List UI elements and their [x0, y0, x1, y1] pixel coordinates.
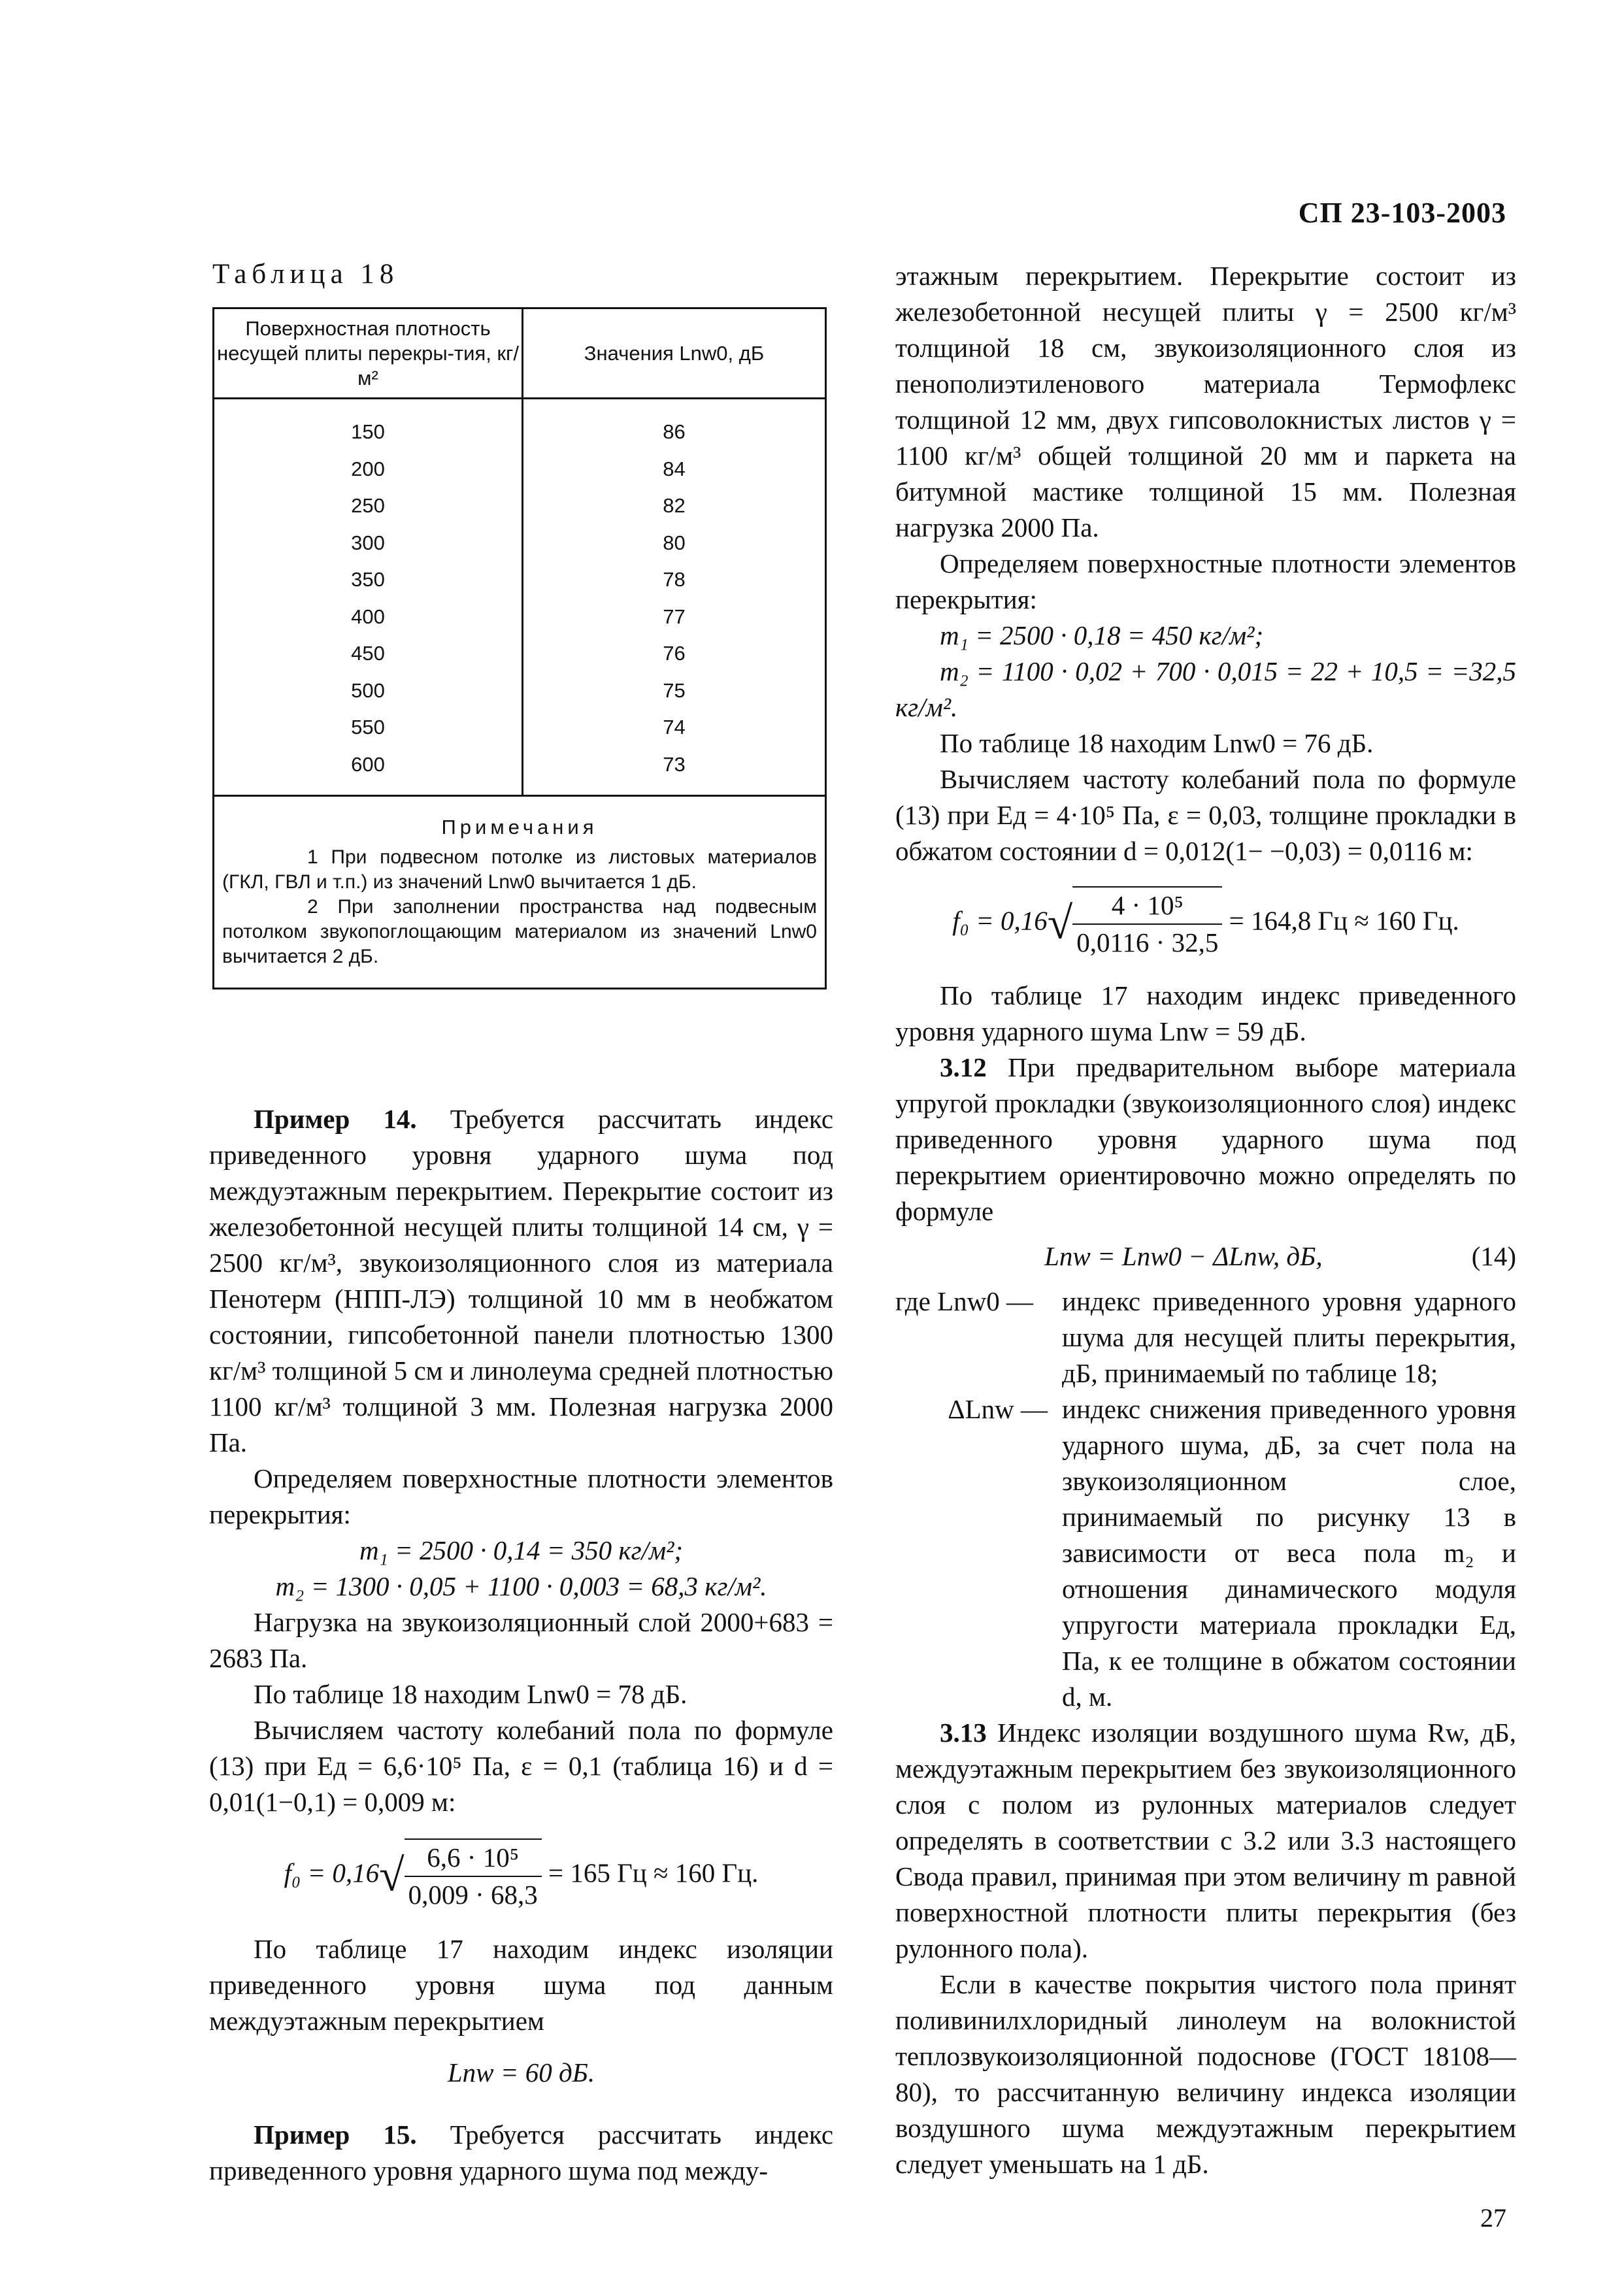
section-3-13-label: 3.13: [940, 1718, 987, 1748]
frequency-text-2: Вычисляем частоту колебаний пола по формуле (13) при Eд = 4·10⁵ Па, ε = 0,03, толщине прокладки в обжатом состоянии d = 0,012(1− −0,03) = 0,0116 м:: [895, 764, 1516, 866]
density-cell: 500: [214, 673, 523, 710]
left-column: [209, 1101, 833, 2189]
right-column: [895, 258, 1516, 2182]
f0-numerator-2: 4 · 10⁵: [1072, 888, 1222, 925]
definition-delta-lnw: [895, 1391, 1516, 1715]
page-number: 27: [1480, 2203, 1506, 2233]
definition-lnw0-text: индекс приведенного уровня ударного шума для несущей плиты перекрытия, дБ, принимаемый по таблице 18;: [1062, 1286, 1516, 1388]
value-cell: 82: [523, 488, 826, 525]
section-3-13-text: Индекс изоляции воздушного шума Rw, дБ, междуэтажным перекрытием без звукоизоляционного слоя с полом из рулонных материалов следует определять в соответствии с 3.2 или 3.3 настоящего Свода правил, принимая при этом величину m равной поверхностной плотности плиты перекрытия (без рулонного пола).: [895, 1718, 1516, 1963]
value-cell: 86: [523, 399, 826, 451]
table17-reference-2: По таблице 17 находим индекс приведенного уровня ударного шума Lnw = 59 дБ.: [895, 980, 1516, 1046]
table-row: [214, 525, 826, 562]
formula-14-body: Lnw = Lnw0 − ΔLnw, дБ,: [1044, 1241, 1323, 1271]
table18-reference-2: По таблице 18 находим Lnw0 = 76 дБ.: [940, 728, 1374, 758]
density-cell: 600: [214, 746, 523, 796]
formula-m1: m₁ = 2500 · 0,14 = 350 кг/м²;: [359, 1535, 684, 1565]
density-cell: 400: [214, 599, 523, 636]
f0-rhs-2: = 164,8 Гц ≈ 160 Гц.: [1229, 905, 1459, 936]
table-header-values: Значения Lnw0, дБ: [523, 308, 826, 399]
value-cell: 77: [523, 599, 826, 636]
example-14-label: Пример 14.: [254, 1104, 417, 1134]
table-row: [214, 488, 826, 525]
section-3-12-text: При предварительном выборе материала упругой прокладки (звукоизоляционного слоя) индекс приведенного уровня ударного шума под перекрытием ориентировочно можно определять по формуле: [895, 1052, 1516, 1226]
table18-reference: По таблице 18 находим Lnw0 = 78 дБ.: [254, 1679, 688, 1709]
frequency-text: Вычисляем частоту колебаний пола по формуле (13) при Eд = 6,6·10⁵ Па, ε = 0,1 (таблица 16) и d = 0,01(1−0,1) = 0,009 м:: [209, 1715, 833, 1817]
note-2: 2 При заполнении пространства над подвесным потолком звукопоглощающим материалом из значений Lnw0 вычитается 2 дБ.: [222, 896, 817, 967]
density-cell: 350: [214, 561, 523, 599]
value-cell: 84: [523, 451, 826, 488]
table-18: [212, 307, 827, 989]
surface-density-intro: Определяем поверхностные плотности элементов перекрытия:: [209, 1463, 833, 1529]
density-cell: 250: [214, 488, 523, 525]
formula-m2-2: m₂ = 1100 · 0,02 + 700 · 0,015 = 22 + 10,5 = =32,5 кг/м².: [895, 656, 1516, 722]
value-cell: 76: [523, 635, 826, 673]
definition-delta-lnw-text: индекс снижения приведенного уровня ударного шума, дБ, за счет пола на звукоизоляционном слое, принимаемый по рисунку 13 в зависимости от веса пола m₂ и отношения динамического модуля упругости материала прокладки Eд, Па, к ее толщине в обжатом состоянии d, м.: [1062, 1394, 1516, 1712]
definition-lnw0: [895, 1284, 1516, 1391]
example-15-label: Пример 15.: [254, 2119, 417, 2150]
table17-reference: По таблице 17 находим индекс изоляции приведенного уровня шума под данным междуэтажным перекрытием: [209, 1934, 833, 2036]
f0-numerator: 6,6 · 10⁵: [405, 1840, 542, 1877]
table-row: [214, 709, 826, 746]
value-cell: 78: [523, 561, 826, 599]
value-cell: 80: [523, 525, 826, 562]
f0-denominator-2: 0,0116 · 32,5: [1076, 927, 1219, 957]
table-row: [214, 451, 826, 488]
table-row: [214, 746, 826, 796]
formula-m2: m₂ = 1300 · 0,05 + 1100 · 0,003 = 68,3 кг/м².: [275, 1571, 767, 1601]
density-cell: 200: [214, 451, 523, 488]
formula-14-number: (14): [1471, 1241, 1516, 1271]
density-cell: 300: [214, 525, 523, 562]
surface-density-intro-2: Определяем поверхностные плотности элементов перекрытия:: [895, 548, 1516, 614]
definition-lnw0-label: где Lnw0 —: [895, 1286, 1033, 1316]
table-notes: [214, 796, 826, 989]
density-cell: 550: [214, 709, 523, 746]
example-14-text: Требуется рассчитать индекс приведенного уровня ударного шума под междуэтажным перекрытием. Перекрытие состоит из железобетонной несущей плиты толщиной 14 см, γ = 2500 кг/м³, звукоизоляционного слоя из материала Пенотерм (НПП-ЛЭ) толщиной 10 мм в необжатом состоянии, гипсобетонной панели плотностью 1300 кг/м³ толщиной 5 см и линолеума средней плотностью 1100 кг/м³ толщиной 3 мм. Полезная нагрузка 2000 Па.: [209, 1104, 834, 1457]
table-row: [214, 599, 826, 636]
f0-lhs-2: f₀ = 0,16: [952, 905, 1048, 936]
f0-denominator: 0,009 · 68,3: [408, 1880, 538, 1910]
example-15-text: Требуется рассчитать индекс приведенного уровня ударного шума под между-: [209, 2119, 834, 2186]
f0-rhs: = 165 Гц ≈ 160 Гц.: [548, 1857, 759, 1888]
density-cell: 450: [214, 635, 523, 673]
table-row: [214, 673, 826, 710]
formula-m1-2: m₁ = 2500 · 0,18 = 450 кг/м²;: [940, 620, 1264, 650]
definition-delta-lnw-label: ΔLnw —: [948, 1394, 1048, 1424]
table-row: [214, 561, 826, 599]
f0-lhs: f₀ = 0,16: [284, 1857, 380, 1888]
density-cell: 150: [214, 399, 523, 451]
table-caption: Таблица 18: [212, 259, 399, 290]
value-cell: 73: [523, 746, 826, 796]
linoleum-paragraph: Если в качестве покрытия чистого пола принят поливинилхлоридный линолеум на волокнистой теплозвукоизоляционной подоснове (ГОСТ 18108—80), то рассчитанную величину индекса изоляции воздушного шума междуэтажным перекрытием следует уменьшать на 1 дБ.: [895, 1969, 1516, 2179]
section-3-12-label: 3.12: [940, 1052, 987, 1082]
table-header-density: Поверхностная плотность несущей плиты перекры-тия, кг/м²: [214, 308, 523, 399]
table-row: [214, 635, 826, 673]
formula-f0: f₀ = 0,16√ $\frac{\text{6,6 · 10⁵}}{0,009 \cdot 68,3}$ = 165 Гц ≈ 160 Гц.: [209, 1838, 833, 1913]
load-text: Нагрузка на звукоизоляционный слой 2000+683 = 2683 Па.: [209, 1607, 833, 1673]
document-header: СП 23-103-2003: [1298, 197, 1506, 229]
value-cell: 74: [523, 709, 826, 746]
value-cell: 75: [523, 673, 826, 710]
table-row: [214, 399, 826, 451]
lnw-result: Lnw = 60 дБ.: [447, 2057, 595, 2087]
notes-title: Примечания: [441, 816, 598, 839]
formula-14: [895, 1238, 1516, 1274]
formula-f0-2: f₀ = 0,16√ $\frac{\text{4 · 10⁵}}{0,0116 \cdot 32,5}$ = 164,8 Гц ≈ 160 Гц.: [895, 886, 1516, 961]
note-1: 1 При подвесном потолке из листовых материалов (ГКЛ, ГВЛ и т.п.) из значений Lnw0 вычитается 1 дБ.: [222, 846, 817, 893]
example-15-continued: этажным перекрытием. Перекрытие состоит из железобетонной несущей плиты γ = 2500 кг/м³ толщиной 18 см, звукоизоляционного слоя из пенополиэтиленового материала Термофлекс толщиной 12 мм, двух гипсоволокнистых листов γ = 1100 кг/м³ общей толщиной 20 мм и паркета на битумной мастике толщиной 15 мм. Полезная нагрузка 2000 Па.: [895, 261, 1516, 542]
